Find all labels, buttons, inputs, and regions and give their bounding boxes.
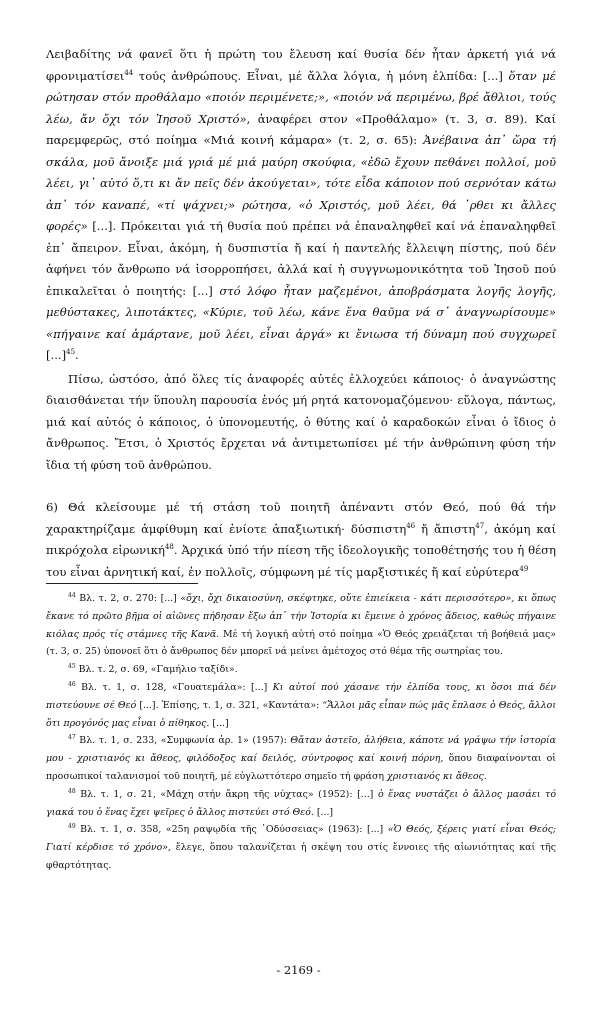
footnote-number: 46 xyxy=(68,680,76,688)
quote-italic: Κι αὐτοί πού χάσανε τήν ἐλπίδα τους, κι ὅσοι πιά δέν πιστεύουνε σέ Θεό xyxy=(46,681,556,711)
quote-italic: στό λόφο ἦταν μαζεμένοι, ἀποβράσματα λογῆς λογῆς, μεθύστακες, λιποτάκτες, «Κύριε, τοῦ λέω, κάνε ἕνα θαῦμα νά σ᾽ ἀναγνωρίσουμε» «πήγαινε καί ἁμάρτανε, μοῦ λέει, εἶναι ἀργά» κι ἔνιωσα τή δύναμη πού συγχωρεῖ xyxy=(46,283,556,341)
paragraph-1 xyxy=(46,44,556,367)
text-run: [...] xyxy=(209,717,229,729)
text-run: [...] xyxy=(46,348,67,362)
text-run: Λειβαδίτης νά φανεῖ ὅτι ἡ πρώτη του ἔλευση καί θυσία δέν ἦταν ἀρκετή γιά νά φρονιματίσει xyxy=(46,47,556,83)
footnote-ref-47[interactable]: 47 xyxy=(475,521,485,530)
footnote-number: 49 xyxy=(68,823,76,831)
quote-italic: ὁ ἕνας νυστάζει ὁ ἄλλος μασάει τό γιακά του ὁ ἕνας ἔχει ψεῖρες ὁ ἄλλος πιστεύει στό Θεό. xyxy=(46,788,556,818)
quote-italic: «Ὁ Θεός, ξέρεις γιατί εἶναι Θεός; Γιατί κέρδισε τό χρόνο», xyxy=(46,824,556,854)
text-run: Βλ. τ. 2, σ. 270: [...] xyxy=(75,593,181,604)
quote-italic: ὅταν μέ ρώτησαν στόν προθάλαμο «ποιόν περιμένετε;», «ποιόν νά περιμένω, βρέ ἄθλιοι, τούς λέω, ἄν ὄχι τόν Ἰησοῦ Χριστό» xyxy=(46,68,557,126)
text-run: Βλ. τ. 1, σ. 233, «Συμφωνία ἀρ. 1» (1957): xyxy=(75,735,291,747)
footnote-ref-44[interactable]: 44 xyxy=(124,68,134,77)
footnote-49 xyxy=(46,821,556,874)
footnote-number: 45 xyxy=(68,663,76,671)
text-run: , ἀναφέρει στον «Προθάλαμο» (τ. 3, σ. 89). Καί παρεμφερῶς, στό ποίημα «Μιά κοινή κάμαρα» (τ. 2, σ. 65): xyxy=(46,111,556,147)
footnote-44 xyxy=(46,590,556,661)
text-run: , ἀκόμη καί πικρόχολα εἰρωνική xyxy=(46,521,556,557)
paragraph-2: Πίσω, ὡστόσο, ἀπό ὅλες τίς ἀναφορές αὐτές ἐλλοχεύει κάποιος· ὁ ἀναγνώστης διαισθάνεται τήν ὕπουλη παρουσία ἑνός μή ρητά κατονομαζόμενου· εὔλογα, πάντως, μιά καί αὐτός ὁ κάποιος, ὁ ὑπονομευτής, ὁ θύτης καί ὁ καραδοκών εἶναι ὁ ἴδιος ὁ ἄνθρωπος. Ἔτσι, ὁ Χριστός ἔρχεται νά ἀντιμετωπίσει μέ τήν ἀνθρώπινη φύση τήν ἴδια τή φύση τοῦ ἀνθρώπου. xyxy=(46,371,556,472)
text-run: [...]. Ἐπίσης, τ. 1, σ. 321, «Καντάτα»: xyxy=(136,699,323,711)
footnote-number: 48 xyxy=(68,787,76,795)
text-run: Βλ. τ. 2, σ. 69, «Γαμήλιο ταξίδι». xyxy=(75,664,238,676)
footnote-47 xyxy=(46,732,556,785)
text-run: [...] xyxy=(313,806,334,818)
footnote-ref-48[interactable]: 48 xyxy=(164,543,174,552)
footnote-ref-49[interactable]: 49 xyxy=(519,564,529,573)
text-run: Βλ. τ. 1, σ. 21, «Μάχη στήν ἄκρη τῆς νύχτας» (1952): [...] xyxy=(75,788,378,800)
quote-italic: “Ἄλλοι μᾶς εἶπαν πώς μᾶς ἔπλασε ὁ Θεός, ἄλλοι ὅτι προγόνός μας εἶναι ὁ πίθηκος. xyxy=(46,699,556,729)
text-run: Μέ τή λογική αὐτή στό ποίημα «Ὁ Θεός χρειάζεται τή βοήθειά μας» (τ. 3, σ. 25) ὑπονοεῖ ὅτι ὁ ἄνθρωπος δέν μπορεῖ νά μείνει ἀμέτοχος στό θέμα τῆς σωτηρίας του. xyxy=(46,628,557,658)
quote-italic: «ὄχι, ὄχι δικαιοσύνη, σκέφτηκε, οὔτε ἐπιείκεια - κάτι περισσότερο», κι ὅπως ἔκανε τό πρῶτο βῆμα οἱ αἰῶνες πήδησαν ἔξω ἀπ᾽ τήν Ἱστορία κι ἔμεινε ὁ χρόνος ἄδειος, καθώς πήγαινε κιόλας πρός τίς στάμνες τῆς Κανᾶ. xyxy=(46,593,556,640)
text-run: ἔλεγε, ὅπου ταλανίζεται ἡ σκέψη του στίς ἔννοιες τῆς αἰωνιότητας καί τῆς φθαρτότητας. xyxy=(46,842,557,871)
text-run: [...]. Πρόκειται γιά τή θυσία πού πρέπει νά ἐπαναληφθεῖ καί νά ἐπαναληφθεῖ ἐπ᾽ ἄπειρον. Εἶναι, ἀκόμη, ἡ δυσπιστία ἤ καί ἡ παντελής ἔλλειψη πίστης, πού δέν ἀφήνει τόν ἄνθρωπο νά ἰσορροπήσει, ἀλλά καί ἡ συγγνωμονικότητα τοῦ Ἰησοῦ πού ἐπικαλεῖται ὁ ποιητής: [...] xyxy=(46,219,556,298)
text-run: ἤ ἄπιστη xyxy=(415,521,476,536)
paragraph-3 xyxy=(46,497,556,583)
footnote-ref-45[interactable]: 45 xyxy=(66,348,76,357)
text-run: ὅπου διαφαίνονται οἱ προσωπικοί ταλανισμοί τοῦ ποιητῆ, μέ εὐγλωττότερο σημεῖο τή φράση xyxy=(46,753,556,782)
quote-italic: χριστιανός κι ἄθεος. xyxy=(387,770,487,782)
footnote-number: 44 xyxy=(68,591,76,599)
text-run: τούς ἀνθρώπους. Εἶναι, μέ ἄλλα λόγια, ἡ μόνη ἐλπίδα: [...] xyxy=(133,68,509,83)
text-run: Βλ. τ. 1, σ. 358, «25η ραψῳδία τῆς ᾿Οδύσσειας» (1963): [...] xyxy=(75,824,388,836)
text-run: . Ἀρχικά ὑπό τήν πίεση τῆς ἰδεολογικῆς τοποθέτησής του ἡ θέση του εἶναι ἀρνητική καί, ἐν πολλοῖς, σύμφωνη μέ τίς μαρξιστικές ἤ καί εὐρύτερα xyxy=(46,543,556,579)
quote-italic: Θἄταν ἀστεῖο, ἀλήθεια, κάποτε νά γράψω τήν ἱστορία μου - χριστιανός κι ἄθεος, φιλόδοξος καί δειλός, σύντροφος καί κοινή πόρνη, xyxy=(46,735,556,765)
footnote-ref-46[interactable]: 46 xyxy=(406,521,416,530)
text-run: Βλ. τ. 1, σ. 128, «Γουατεμάλα»: [...] xyxy=(75,681,273,693)
text-run: . xyxy=(75,348,79,362)
footnote-45 xyxy=(46,661,556,679)
footnote-divider xyxy=(46,583,198,584)
footnote-46 xyxy=(46,679,556,732)
footnote-48 xyxy=(46,786,556,822)
footnotes xyxy=(46,590,556,875)
body-text xyxy=(46,44,556,583)
text-run: 6) Θά κλείσουμε μέ τή στάση τοῦ ποιητῆ ἀπέναντι στόν Θεό, πού θά τήν χαρακτηρίζαμε ἀμφίθυμη καί ἐνίοτε ἀπαξιωτική· δύσπιστη xyxy=(46,500,556,536)
footnote-number: 47 xyxy=(68,734,76,742)
quote-italic: Ἀνέβαινα ἀπ᾽ ὥρα τή σκάλα, μοῦ ἄνοιξε μιά γριά μέ μιά μαύρη σκούφια, «ἐδῶ ἔχουν πεθάνει πολλοί, μοῦ λέει, γι᾽ αὐτό ὅ,τι κι ἄν πεῖς δέν ἀκούγεται», τότε εἶδα κάποιον πού σερνόταν κάτω ἀπ᾽ τόν καναπέ, «τί ψάχνει;» ρώτησα, «ὁ Χριστός, μοῦ λέει, θά ᾽ρθει κι ἄλλες φορές» xyxy=(46,133,556,233)
page-number: - 2169 - xyxy=(276,963,321,977)
